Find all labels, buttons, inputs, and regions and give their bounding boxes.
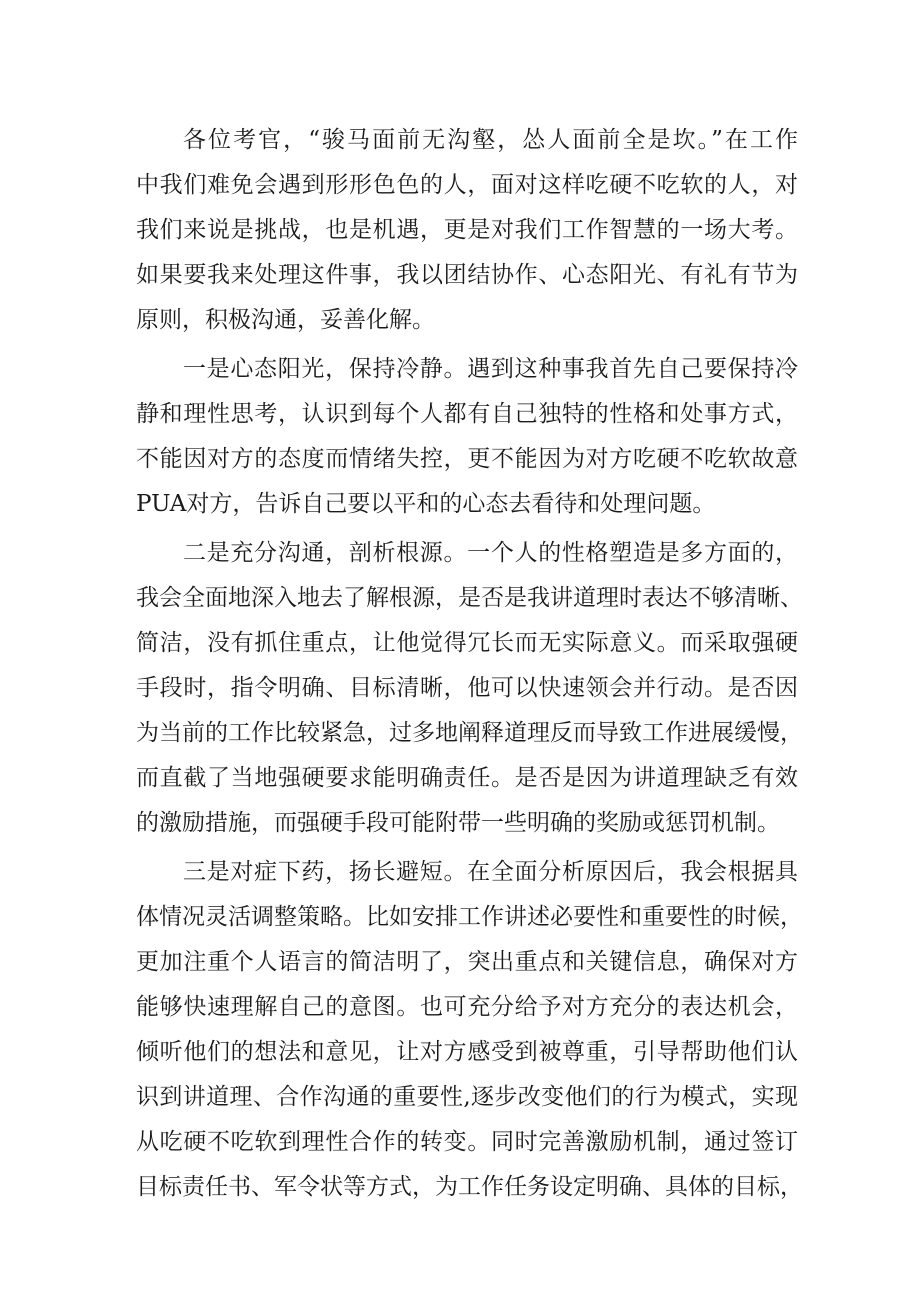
paragraph-point-1-line: PUA对方，告诉自己要以平和的心态去看待和处理问题。 <box>136 491 716 517</box>
paragraph-point-3-line: 更加注重个人语言的简洁明了，突出重点和关键信息，确保对方 <box>136 949 798 975</box>
paragraph-point-3-line: 三是对症下药，扬长避短。在全面分析原因后，我会根据具 <box>183 859 798 885</box>
paragraph-point-3-line: 目标责任书、军令状等方式，为工作任务设定明确、具体的目标， <box>136 1174 803 1200</box>
paragraph-point-3-line: 倾听他们的想法和意见，让对方感受到被尊重，引导帮助他们认 <box>136 1039 798 1065</box>
paragraph-point-2-line: 二是充分沟通，剖析根源。一个人的性格塑造是多方面的， <box>183 540 798 566</box>
paragraph-point-1-line: 不能因对方的态度而情绪失控，更不能因为对方吃硬不吃软故意 <box>136 446 798 472</box>
paragraph-intro-line: 各位考官，“骏马面前无沟壑，怂人面前全是坎。”在工作 <box>183 127 798 153</box>
paragraph-point-1-line: 静和理性思考，认识到每个人都有自己独特的性格和处事方式， <box>136 401 798 427</box>
paragraph-point-3-line: 识到讲道理、合作沟通的重要性,逐步改变他们的行为模式，实现 <box>136 1084 798 1110</box>
paragraph-point-2-line: 简洁，没有抓住重点，让他觉得冗长而无实际意义。而采取强硬 <box>136 630 798 656</box>
paragraph-point-2-line: 我会全面地深入地去了解根源，是否是我讲道理时表达不够清晰、 <box>136 585 803 611</box>
paragraph-point-2-line: 手段时，指令明确、目标清晰，他可以快速领会并行动。是否因 <box>136 675 798 701</box>
paragraph-intro-line: 中我们难免会遇到形形色色的人，面对这样吃硬不吃软的人，对 <box>136 172 798 198</box>
paragraph-point-2-line: 的激励措施，而强硬手段可能附带一些明确的奖励或惩罚机制。 <box>136 810 780 836</box>
paragraph-point-3-line: 从吃硬不吃软到理性合作的转变。同时完善激励机制，通过签订 <box>136 1129 798 1155</box>
paragraph-intro-line: 如果要我来处理这件事，我以团结协作、心态阳光、有礼有节为 <box>136 262 798 288</box>
paragraph-point-2-line: 而直截了当地强硬要求能明确责任。是否是因为讲道理缺乏有效 <box>136 765 798 791</box>
paragraph-intro-line: 我们来说是挑战，也是机遇，更是对我们工作智慧的一场大考。 <box>136 217 798 243</box>
document-body <box>136 118 803 1210</box>
paragraph-point-3-line: 能够快速理解自己的意图。也可充分给予对方充分的表达机会， <box>136 994 798 1020</box>
paragraph-point-2-line: 为当前的工作比较紧急，过多地阐释道理反而导致工作进展缓慢， <box>136 720 803 746</box>
paragraph-point-3-line: 体情况灵活调整策略。比如安排工作讲述必要性和重要性的时候， <box>136 904 803 930</box>
paragraph-intro-line: 原则，积极沟通，妥善化解。 <box>136 307 435 333</box>
paragraph-point-1-line: 一是心态阳光，保持冷静。遇到这种事我首先自己要保持冷 <box>183 356 798 382</box>
